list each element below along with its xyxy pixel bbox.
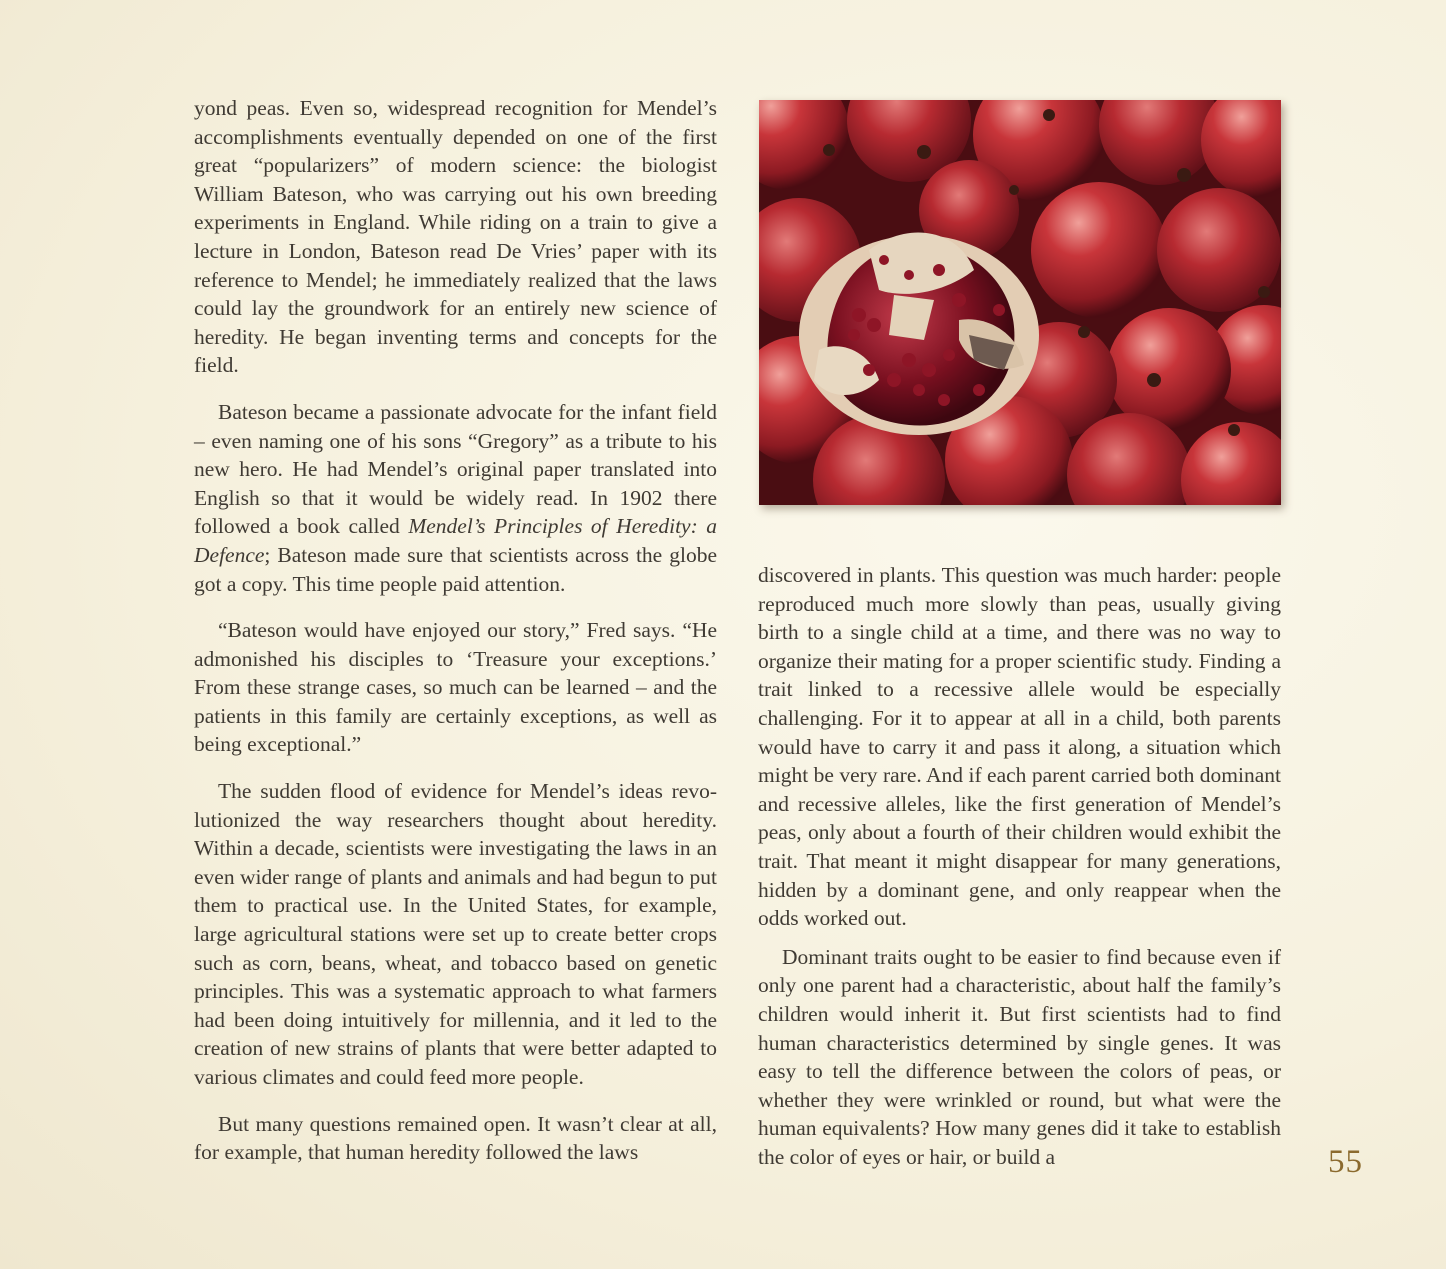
- paragraph: yond peas. Even so, widespread recognition for Mendel’s accomplishments eventually depended on one of the first great “popularizers” of modern science: the biologist William Bateson, who was carrying out his own breeding experiments in England. While riding on a train to give a lecture in London, Bateson read De Vries’ paper with its reference to Mendel; he immediately realized that the laws could lay the groundwork for an entirely new science of heredity. He began inventing terms and concepts for the field.: [194, 96, 717, 378]
- pomegranates-photo: [759, 100, 1281, 505]
- right-text-column: [758, 561, 1281, 1171]
- book-title: Mendel’s Principles of Heredity: a Defence: [194, 514, 718, 567]
- paragraph: discovered in plants. This question was much harder: people reproduced much more slowly than peas, usually giving birth to a single child at a time, and there was no way to organize their mating for a proper scientific study. Finding a trait linked to a recessive allele would be especially challenging. For it to appear at all in a child, both parents would have to carry it and pass it along, a situation which might be very rare. And if each parent carried both dominant and recessive alleles, like the first generation of Mendel’s peas, only about a fourth of their children would exhibit the trait. That meant it might disappear for many generations, hidden by a dominant gene, and only reappear when the odds worked out.: [758, 563, 1281, 931]
- left-text-column: [194, 94, 717, 1167]
- paragraph: [194, 398, 717, 598]
- paragraph: But many questions remained open. It wasn’t clear at all, for example, that human heredity followed the laws: [194, 1111, 717, 1165]
- page-number: 55: [1328, 1144, 1363, 1180]
- paragraph: “Bateson would have enjoyed our story,” Fred says. “He admonished his disciples to ‘Treasure your exceptions.’ From these strange cases, so much can be learned – and the patients in this family are certainly exceptions, as well as being exceptional.”: [194, 618, 717, 757]
- paragraph-text: ; Bateson made sure that scientists across the globe got a copy. This time people paid attention.: [194, 542, 717, 596]
- paragraph-text: Bateson became a passionate advocate for the infant field – even naming one of his sons “Gregory” as a tribute to his new hero. He had Mendel’s original paper translated into English so that it would be widely read. In 1902 there followed a book called: [194, 399, 717, 539]
- paragraph: Dominant traits ought to be easier to find because even if only one parent had a characteristic, about half the family’s children would inherit it. But first scientists had to find human characteristics determined by single genes. It was easy to tell the difference between the colors of peas, or whether they were wrinkled or round, but what were the human equivalents? How many genes did it take to establish the color of eyes or hair, or build a: [758, 944, 1281, 1169]
- pomegranates-image: [759, 100, 1281, 505]
- paragraph: The sudden flood of evidence for Mendel’s ideas revolutionized the way researchers thought about heredity. Within a decade, scientists were investigating the laws in an even wider range of plants and animals and had begun to put them to practical use. In the United States, for example, large agricultural stations were set up to create better crops such as corn, beans, wheat, and tobacco based on genetic principles. This was a systematic approach to what farmers had been doing intuitively for millennia, and it led to the creation of new strains of plants that were better adapted to various climates and could feed more people.: [194, 779, 717, 1089]
